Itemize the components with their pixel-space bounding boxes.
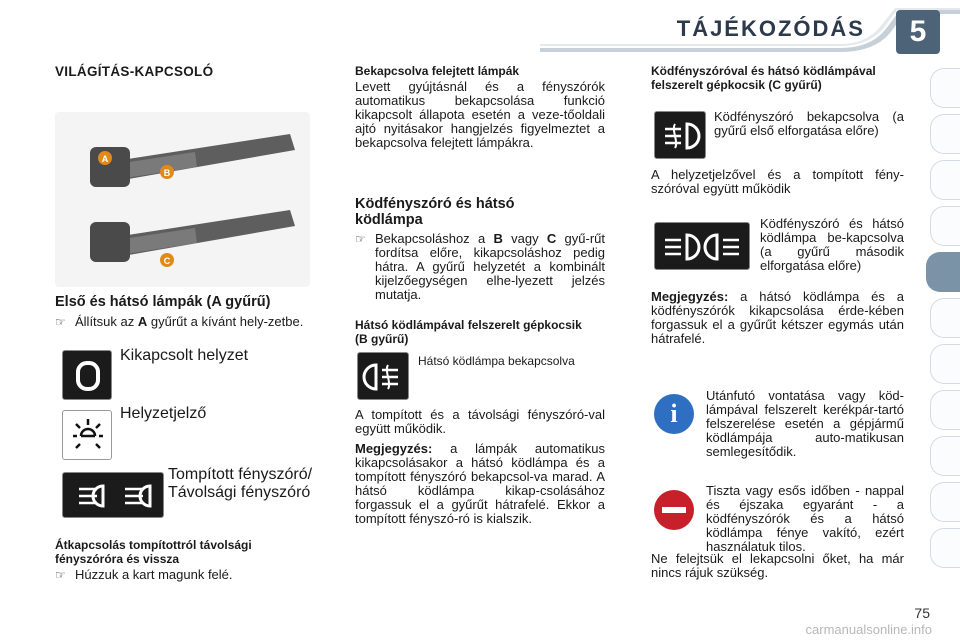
- chapter-tabs: [928, 68, 960, 578]
- rear-fog-caption: Hátsó ködlámpa bekapcsolva: [418, 354, 575, 368]
- chapter-tab-active[interactable]: [926, 252, 960, 292]
- chapter-tab[interactable]: [930, 390, 960, 430]
- page-number: 75: [914, 605, 930, 621]
- c-ring-heading: Ködfényszóróval és hátsó ködlámpával felszerelt gépkocsik (C gyűrű): [651, 64, 876, 92]
- lights-off-icon: [62, 350, 112, 400]
- forgotten-heading: Bekapcsolva felejtett lámpák: [355, 64, 520, 78]
- chapter-tab[interactable]: [930, 114, 960, 154]
- front-fog-text: A helyzetjelzővel és a tompított fény-szóróval együtt működik: [651, 167, 904, 196]
- front-fog-caption: Ködfényszóró bekapcsolva (a gyűrű első elforgatása előre): [714, 109, 904, 138]
- chapter-tab[interactable]: [930, 528, 960, 568]
- column-left: [55, 60, 317, 79]
- forgotten-text: Levett gyújtásnál és a fényszórók automatikus bekapcsolása funkció kikapcsolt állapota esetén a veze-tőoldali ajtó nyitásakor hangjelzés figyelmeztet a bekapcsolva felejtett lámpákra.: [355, 79, 605, 150]
- position-label: Helyzetjelző: [120, 405, 207, 422]
- label-c: C: [163, 256, 171, 266]
- both-fog-caption: Ködfényszóró és hátsó ködlámpa be-kapcsolva (a gyűrű második elforgatása előre): [760, 216, 904, 273]
- rear-foglamp-icon: [357, 352, 409, 400]
- hand-pointer-icon: ☞: [355, 232, 366, 246]
- front-foglamp-icon: [654, 111, 706, 159]
- label-b: B: [163, 168, 171, 178]
- switch-heading: Átkapcsolás tompítottról távolsági fényszóróra és vissza: [55, 538, 252, 566]
- hand-pointer-icon: ☞: [55, 315, 66, 329]
- rear-fog-heading: Hátsó ködlámpával felszerelt gépkocsik (B gyűrű): [355, 318, 582, 346]
- stalk-photo: [55, 112, 310, 287]
- dipped-label: Tompított fényszóró/ Távolsági fényszóró: [168, 466, 313, 501]
- info-icon: i: [654, 394, 694, 434]
- info-text: Utánfutó vontatása vagy köd-lámpával felszerelt kerékpár-tartó felszerelése esetén a gépjármű ködlámpája auto-matikusan semlegesítődik.: [706, 388, 904, 459]
- chapter-tab[interactable]: [930, 298, 960, 338]
- chapter-tab[interactable]: [930, 436, 960, 476]
- fog-instruction: ☞ Bekapcsoláshoz a B vagy C gyű-rűt fordítsa előre, kikapcsoláshoz pedig hátra. A gyűrű helyzetét a kombinált kijelzőegységen elhe-lyezett jelzés mutatja.: [355, 231, 606, 302]
- chapter-tab[interactable]: [930, 160, 960, 200]
- chapter-tab[interactable]: [930, 206, 960, 246]
- page-title: TÁJÉKOZÓDÁS: [676, 16, 865, 41]
- c-ring-note: Megjegyzés: a hátsó ködlámpa és a ködfényszórók kikapcsolása érde-kében forgassuk el a gyűrűt kétszer egymás után hátrafelé.: [651, 289, 904, 346]
- front-rear-foglamp-icon: [654, 222, 750, 270]
- hand-pointer-icon: ☞: [55, 568, 66, 582]
- final-text: Ne felejtsük el lekapcsolni őket, ha már nincs rájuk szükség.: [651, 551, 904, 580]
- chapter-number: 5: [896, 10, 940, 54]
- warning-text: Tiszta vagy esős időben - nappal és éjszaka egyaránt - a ködfényszórók és a hátsó ködlámpa fénye vakító, ezért használatuk tilos.: [706, 483, 904, 554]
- header-band: [540, 0, 960, 58]
- switch-instruction: ☞ Húzzuk a kart magunk felé.: [55, 567, 233, 582]
- watermark: carmanualsonline.info: [805, 622, 932, 637]
- column-middle: [355, 64, 605, 150]
- chapter-tab[interactable]: [930, 482, 960, 522]
- chapter-tab[interactable]: [930, 344, 960, 384]
- section-title: VILÁGÍTÁS-KAPCSOLÓ: [55, 64, 214, 79]
- fog-heading: Ködfényszóró és hátsó ködlámpa: [355, 196, 515, 228]
- label-a: A: [101, 154, 109, 164]
- headlamps-icon: [62, 472, 164, 518]
- no-entry-icon: [654, 490, 694, 530]
- off-label: Kikapcsolt helyzet: [120, 347, 249, 364]
- lamps-heading: Első és hátsó lámpák (A gyűrű): [55, 294, 271, 310]
- sidelights-icon: [62, 410, 112, 460]
- lamps-instruction: ☞ Állítsuk az A gyűrűt a kívánt hely-zetbe.: [55, 314, 304, 329]
- rear-fog-body: A tompított és a távolsági fényszóró-val együtt működik. Megjegyzés: a lámpák automatikus kikapcsolásakor a hátsó ködlámpa és a tompított fényszóró bekapcsol-va marad. A hátsó ködlámpa kikap-csolásához forgassuk el a gyűrűt hátrafelé. Ekkor a tompított fényszó-ró is kialszik.: [355, 407, 605, 526]
- chapter-tab[interactable]: [930, 68, 960, 108]
